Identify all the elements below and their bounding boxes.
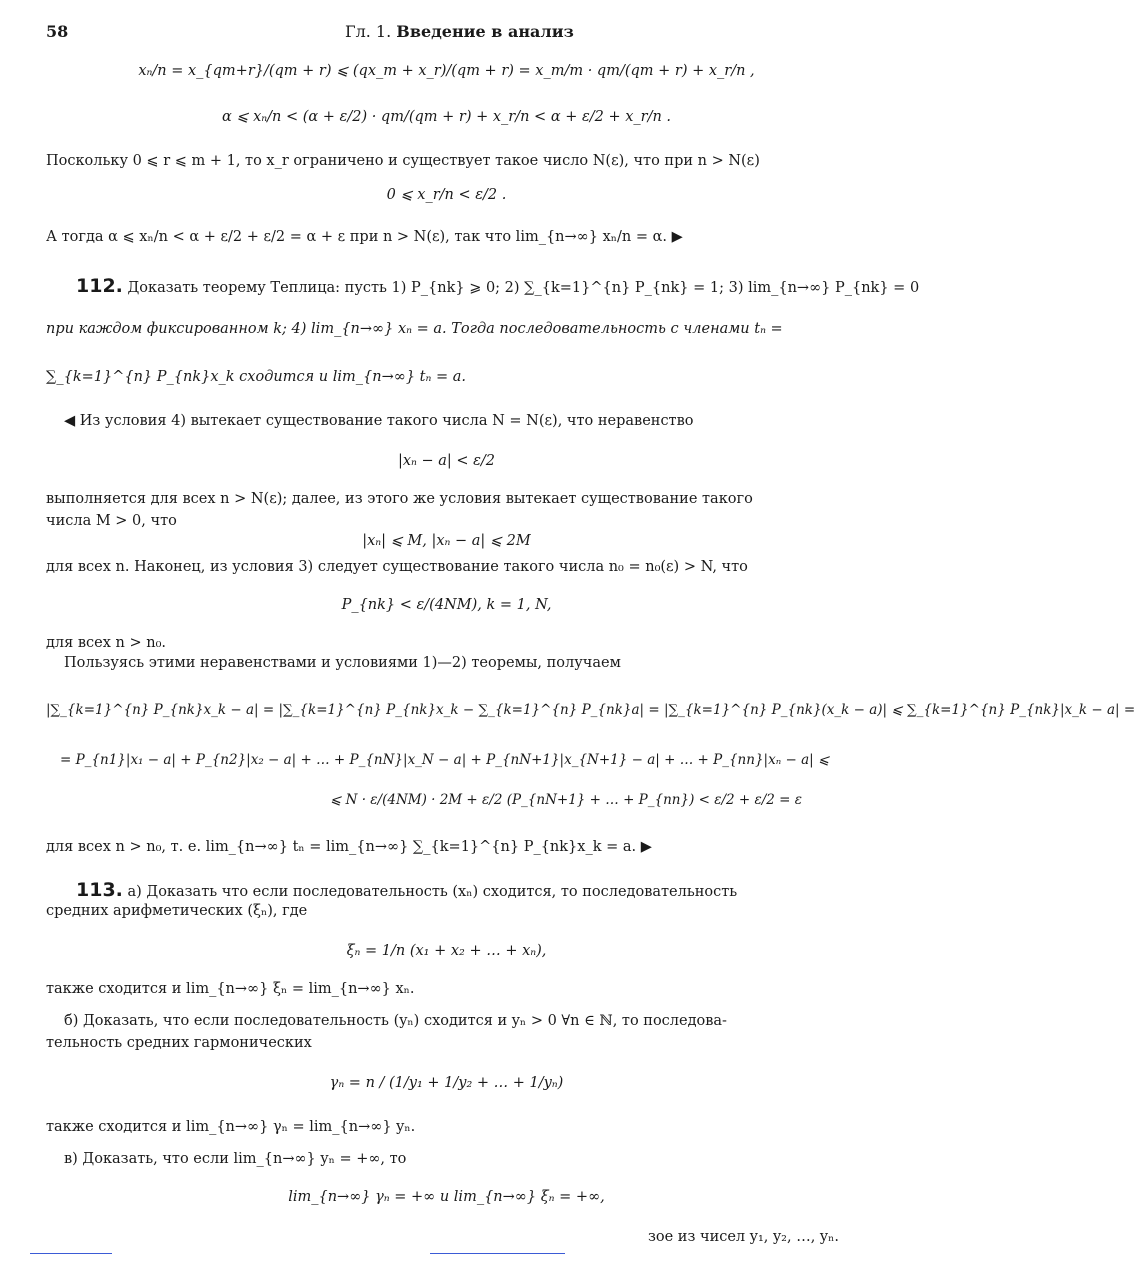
problem-112-text-a: Доказать теорему Теплица: пусть 1) P_{nk} ⩾ 0; 2) ∑_{k=1}^{n} P_{nk} = 1; 3) lim_{n→∞} P_{nk} = 0 (127, 280, 920, 296)
proof-112-start: ◀ Из условия 4) вытекает существование такого числа N = N(ε), что неравенство (64, 413, 694, 429)
paragraph-1: Поскольку 0 ⩽ r ⩽ m + 1, то x_r ограничено и существует такое число N(ε), что при n > N(ε) (46, 153, 760, 169)
equation-10: ξₙ = 1/n (x₁ + x₂ + … + xₙ), (346, 943, 547, 959)
bottom-link-line-left (30, 1253, 112, 1254)
problem-113-line-2: средних арифметических (ξₙ), где (46, 903, 308, 919)
problem-112-line-2: при каждом фиксированном k; 4) lim_{n→∞} xₙ = a. Тогда последовательность с членами tₙ = (46, 321, 783, 337)
equation-5: |xₙ| ⩽ M, |xₙ − a| ⩽ 2M (362, 533, 531, 549)
problem-113-line-1 (46, 878, 858, 903)
paragraph-6: для всех n. Наконец, из условия 3) следует существование такого числа n₀ = n₀(ε) > N, что (46, 559, 748, 575)
equation-1: xₙ/n = x_{qm+r}/(qm + r) ⩽ (qx_m + x_r)/(qm + r) = x_m/m · qm/(qm + r) + x_r/n , (138, 63, 755, 79)
paragraph-8: Пользуясь этими неравенствами и условиями 1)—2) теоремы, получаем (64, 655, 621, 671)
paragraph-14: в) Доказать, что если lim_{n→∞} yₙ = +∞, то (64, 1151, 407, 1167)
equation-11: γₙ = n / (1/y₁ + 1/y₂ + … + 1/yₙ) (329, 1075, 564, 1091)
problem-113-text-a: а) Доказать что если последовательность (xₙ) сходится, то последовательность (127, 884, 738, 900)
equation-9: ⩽ N · ε/(4NM) · 2M + ε/2 (P_{nN+1} + … + P_{nn}) < ε/2 + ε/2 = ε (330, 792, 803, 808)
paragraph-11: также сходится и lim_{n→∞} ξₙ = lim_{n→∞} xₙ. (46, 981, 415, 997)
problem-112-line-1 (46, 274, 920, 299)
equation-4: |xₙ − a| < ε/2 (397, 453, 496, 469)
paragraph-12b: тельность средних гармонических (46, 1035, 312, 1051)
chapter-header (345, 22, 574, 43)
page-number: 58 (46, 22, 69, 41)
equation-3: 0 ⩽ x_r/n < ε/2 . (386, 187, 507, 203)
bottom-link-line-center (430, 1253, 565, 1254)
paragraph-13: также сходится и lim_{n→∞} γₙ = lim_{n→∞} yₙ. (46, 1119, 416, 1135)
equation-8: = P_{n1}|x₁ − a| + P_{n2}|x₂ − a| + … + P_{nN}|x_N − a| + P_{nN+1}|x_{N+1} − a| + … + P_{nn}|xₙ − a| ⩽ (60, 752, 830, 768)
equation-12: lim_{n→∞} γₙ = +∞ и lim_{n→∞} ξₙ = +∞, (288, 1189, 605, 1205)
paragraph-2: А тогда α ⩽ xₙ/n < α + ε/2 + ε/2 = α + ε при n > N(ε), так что lim_{n→∞} xₙ/n = α. ▶ (46, 229, 683, 245)
equation-7: |∑_{k=1}^{n} P_{nk}x_k − a| = |∑_{k=1}^{n} P_{nk}x_k − ∑_{k=1}^{n} P_{nk}a| = |∑_{k=1}^{n} P_{nk}(x_k − a)| ⩽ ∑_{k=1}^{n} P_{nk}|x_k − a| = (46, 702, 1135, 718)
equation-2: α ⩽ xₙ/n < (α + ε/2) · qm/(qm + r) + x_r/n < α + ε/2 + x_r/n . (221, 109, 672, 125)
paragraph-5b: числа M > 0, что (46, 513, 177, 529)
paragraph-12a: б) Доказать, что если последовательность (yₙ) сходится и yₙ > 0 ∀n ∈ ℕ, то последова- (64, 1013, 727, 1029)
equation-6: P_{nk} < ε/(4NM), k = 1, N, (341, 597, 552, 613)
paragraph-15: зое из чисел y₁, y₂, …, yₙ. (647, 1229, 839, 1245)
paragraph-9: для всех n > n₀, т. е. lim_{n→∞} tₙ = lim_{n→∞} ∑_{k=1}^{n} P_{nk}x_k = a. ▶ (46, 839, 652, 855)
chapter-prefix: Гл. 1. (345, 22, 392, 41)
paragraph-5a: выполняется для всех n > N(ε); далее, из этого же условия вытекает существование такого (46, 491, 753, 507)
chapter-title: Введение в анализ (396, 22, 574, 41)
problem-112-number: 112. (76, 275, 123, 297)
paragraph-7: для всех n > n₀. (46, 635, 167, 651)
problem-112-line-3: ∑_{k=1}^{n} P_{nk}x_k сходится и lim_{n→∞} tₙ = a. (46, 369, 466, 385)
problem-113-number: 113. (76, 879, 123, 901)
